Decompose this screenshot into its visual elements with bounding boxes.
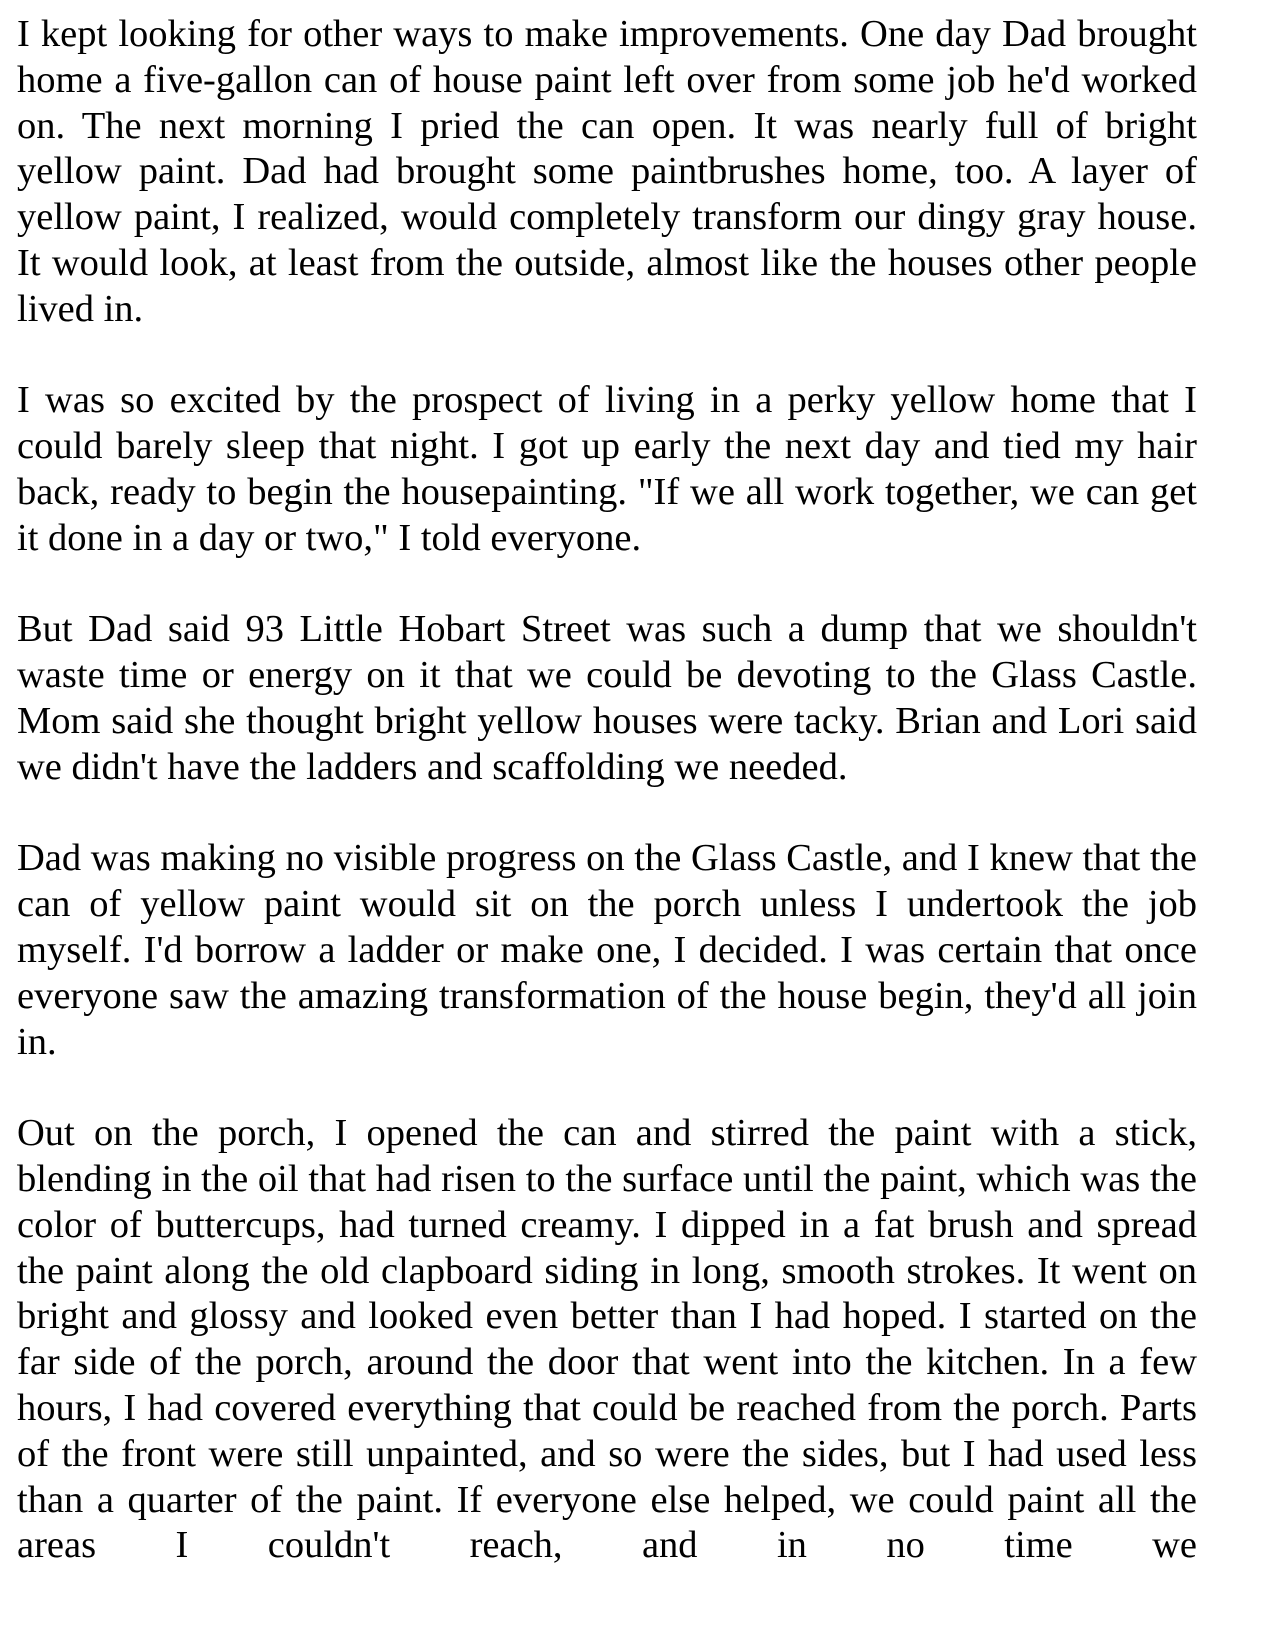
- paragraph-5: Out on the porch, I opened the can and stirred the paint with a stick, blending in the oil that had risen to the surface until the paint, which was the color of buttercups, had turned creamy. I dipped in a fat brush and spread the paint along the old clapboard siding in long, smooth strokes. It went on bright and glossy and looked even better than I had hoped. I started on the far side of the porch, around the door that went into the kitchen. In a few hours, I had covered everything that could be reached from the porch. Parts of the front were still unpainted, and so were the sides, but I had used less than a quarter of the paint. If everyone else helped, we could paint all the areas I couldn't reach, and in no time we: [17, 1112, 1197, 1567]
- paragraph-3: But Dad said 93 Little Hobart Street was such a dump that we shouldn't waste time or energy on it that we could be devoting to the Glass Castle. Mom said she thought bright yellow houses were tacky. Brian and Lori said we didn't have the ladders and scaffolding we needed.: [17, 608, 1197, 788]
- paragraph-4: Dad was making no visible progress on the Glass Castle, and I knew that the can of yellow paint would sit on the porch unless I undertook the job myself. I'd borrow a ladder or make one, I decided. I was certain that once everyone saw the amazing transformation of the house begin, they'd all join in.: [17, 837, 1197, 1063]
- paragraph-1: I kept looking for other ways to make improvements. One day Dad brought home a five-gallon can of house paint left over from some job he'd worked on. The next morning I pried the can open. It was nearly full of bright yellow paint. Dad had brought some paintbrushes home, too. A layer of yellow paint, I realized, would completely transform our dingy gray house. It would look, at least from the outside, almost like the houses other people lived in.: [17, 13, 1197, 330]
- document-page: [17, 12, 1197, 1569]
- paragraph-2: I was so excited by the prospect of living in a perky yellow home that I could barely sleep that night. I got up early the next day and tied my hair back, ready to begin the housepainting. "If we all work together, we can get it done in a day or two," I told everyone.: [17, 379, 1197, 559]
